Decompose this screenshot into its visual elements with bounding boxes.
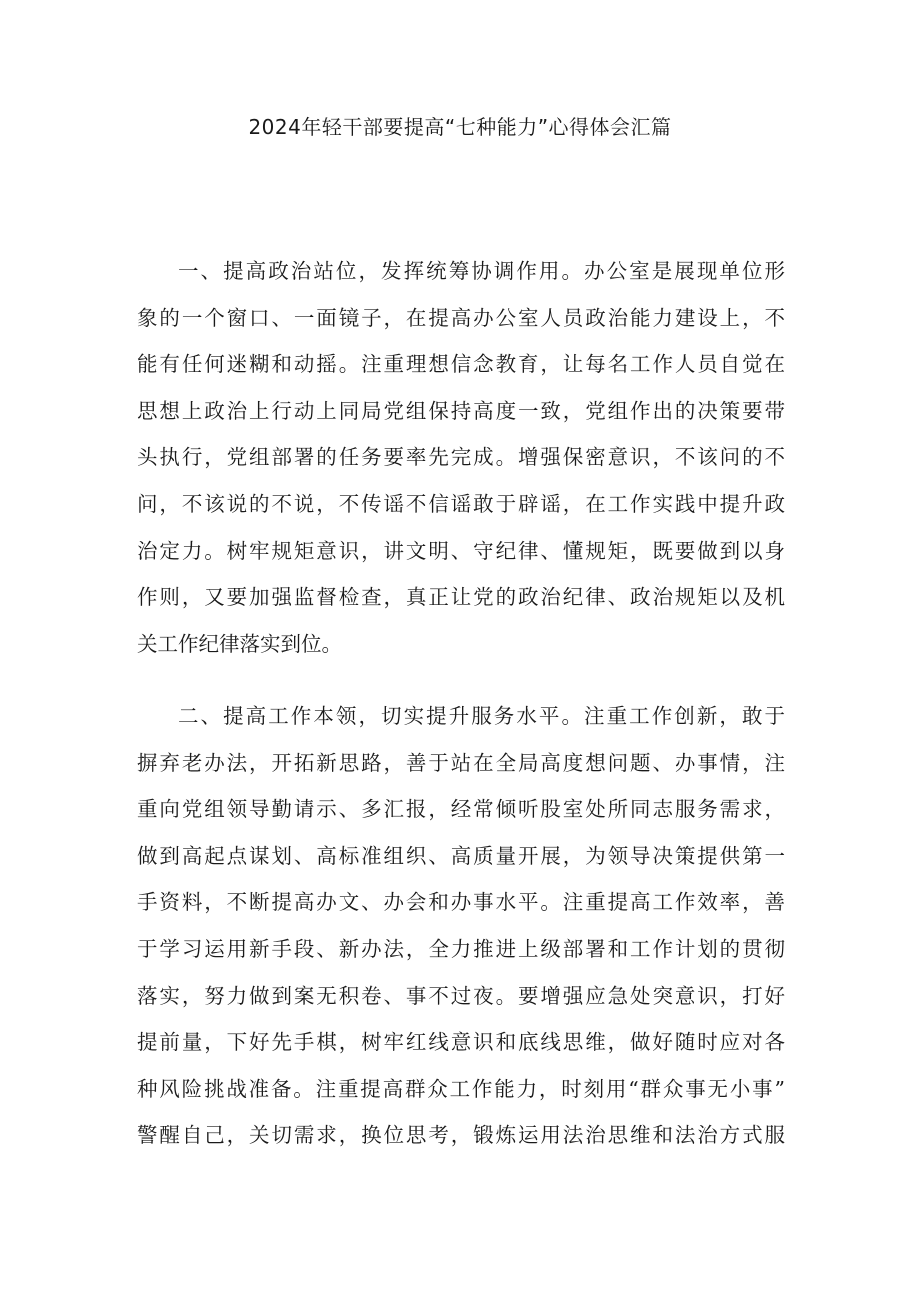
paragraph-line: 问，不该说的不说，不传谣不信谣敢于辟谣，在工作实践中提升政 — [137, 491, 785, 516]
paragraph-line: 种风险挑战准备。注重提高群众工作能力，时刻用“群众事无小事” — [137, 1076, 785, 1101]
paragraph-line: 一、提高政治站位，发挥统筹协调作用。办公室是展现单位形 — [178, 259, 785, 283]
paragraph-line: 摒弃老办法，开拓新思路，善于站在全局高度想问题、办事情，注 — [137, 750, 785, 775]
paragraph-line: 警醒自己，关切需求，换位思考，锻炼运用法治思维和法治方式服 — [137, 1123, 785, 1148]
paragraph-line: 思想上政治上行动上同局党组保持高度一致，党组作出的决策要带 — [137, 398, 785, 423]
document-title: 2024年轻干部要提高“七种能力”心得体会汇篇 — [248, 115, 672, 139]
paragraph-line: 落实，努力做到案无积卷、事不过夜。要增强应急处突意识，打好 — [137, 983, 785, 1008]
paragraph-line: 作则，又要加强监督检查，真正让党的政治纪律、政治规矩以及机 — [137, 585, 785, 610]
paragraph-line: 头执行，党组部署的任务要率先完成。增强保密意识，不该问的不 — [137, 445, 785, 470]
paragraph-line: 于学习运用新手段、新办法，全力推进上级部署和工作计划的贯彻 — [137, 936, 785, 961]
paragraph-line: 重向党组领导勤请示、多汇报，经常倾听股室处所同志服务需求， — [137, 797, 785, 822]
paragraph-line: 关工作纪律落实到位。 — [137, 631, 342, 656]
paragraph-line: 治定力。树牢规矩意识，讲文明、守纪律、懂规矩，既要做到以身 — [137, 538, 785, 563]
paragraph-1 — [137, 248, 785, 667]
paragraph-line: 二、提高工作本领，切实提升服务水平。注重工作创新，敢于 — [178, 704, 785, 728]
paragraph-line: 能有任何迷糊和动摇。注重理想信念教育，让每名工作人员自觉在 — [137, 352, 785, 377]
paragraph-line: 做到高起点谋划、高标准组织、高质量开展，为领导决策提供第一 — [137, 843, 785, 868]
paragraph-line: 手资料，不断提高办文、办会和办事水平。注重提高工作效率，善 — [137, 890, 785, 915]
paragraph-line: 提前量，下好先手棋，树牢红线意识和底线思维，做好随时应对各 — [137, 1030, 785, 1055]
paragraph-2 — [137, 693, 785, 1159]
paragraph-line: 象的一个窗口、一面镜子，在提高办公室人员政治能力建设上，不 — [137, 305, 785, 330]
